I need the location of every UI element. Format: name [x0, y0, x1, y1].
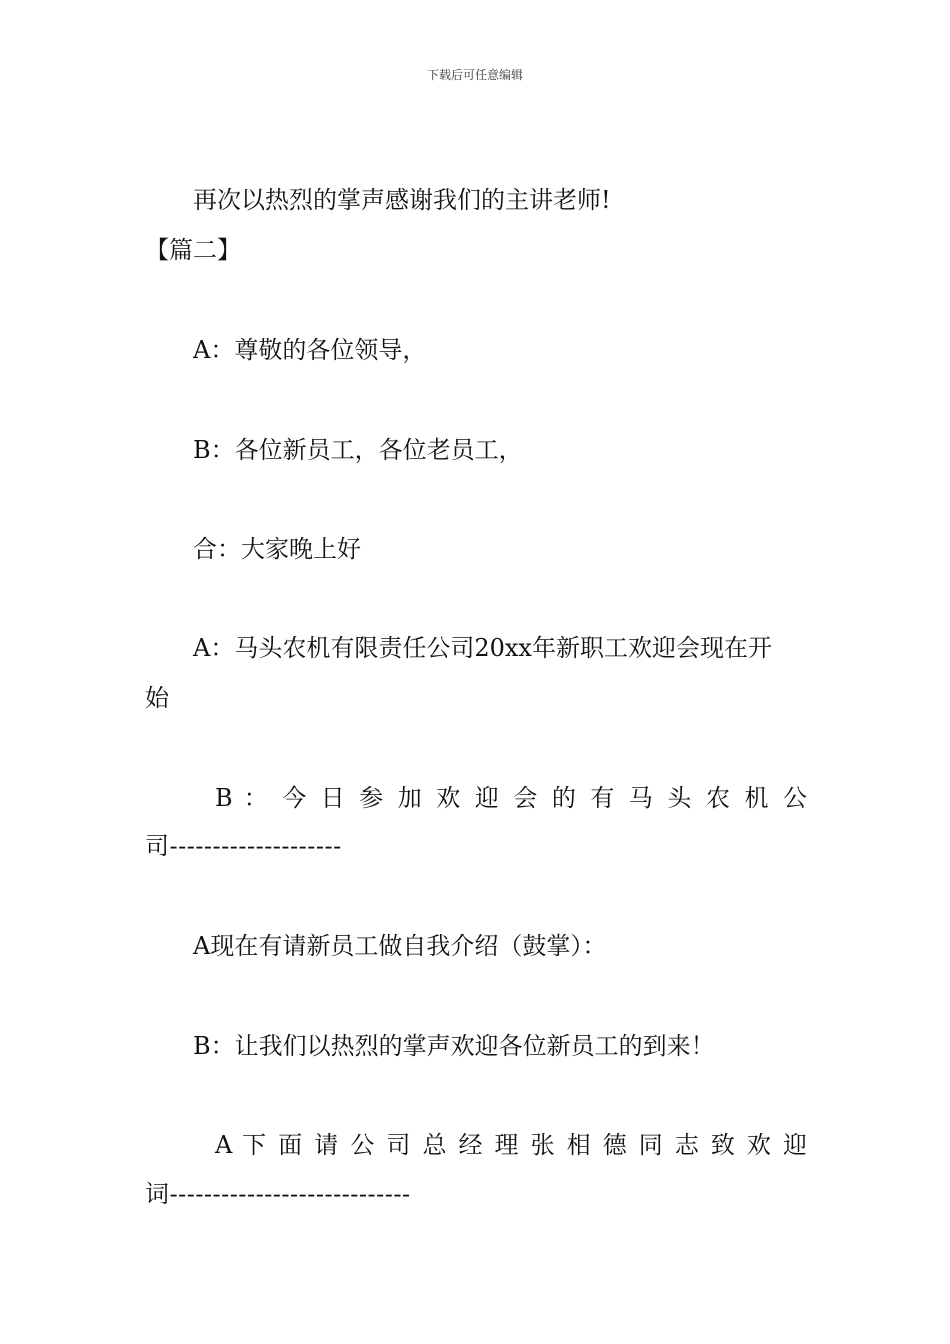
text-line: 词---------------------------- [145, 1180, 411, 1208]
text-line: 合：大家晚上好 [193, 535, 361, 563]
text-line: B ： 今 日 参 加 欢 迎 会 的 有 马 头 农 机 公 [215, 784, 807, 812]
text-line: 再次以热烈的掌声感谢我们的主讲老师! [193, 186, 611, 214]
text-line: 始 [145, 684, 169, 712]
page-header: 下载后可任意编辑 [426, 68, 523, 82]
text-line: A现在有请新员工做自我介绍（鼓掌）： [193, 932, 607, 960]
text-line: A：马头农机有限责任公司20xx年新职工欢迎会现在开 [193, 634, 772, 662]
text-line: B：各位新员工，各位老员工， [193, 436, 523, 464]
section-heading: 【篇二】 [145, 236, 241, 264]
text-line: 司-------------------- [145, 832, 342, 860]
text-line: B：让我们以热烈的掌声欢迎各位新员工的到来！ [193, 1032, 715, 1060]
text-line: A：尊敬的各位领导， [193, 336, 427, 364]
text-line: A 下 面 请 公 司 总 经 理 张 相 德 同 志 致 欢 迎 [215, 1131, 807, 1159]
